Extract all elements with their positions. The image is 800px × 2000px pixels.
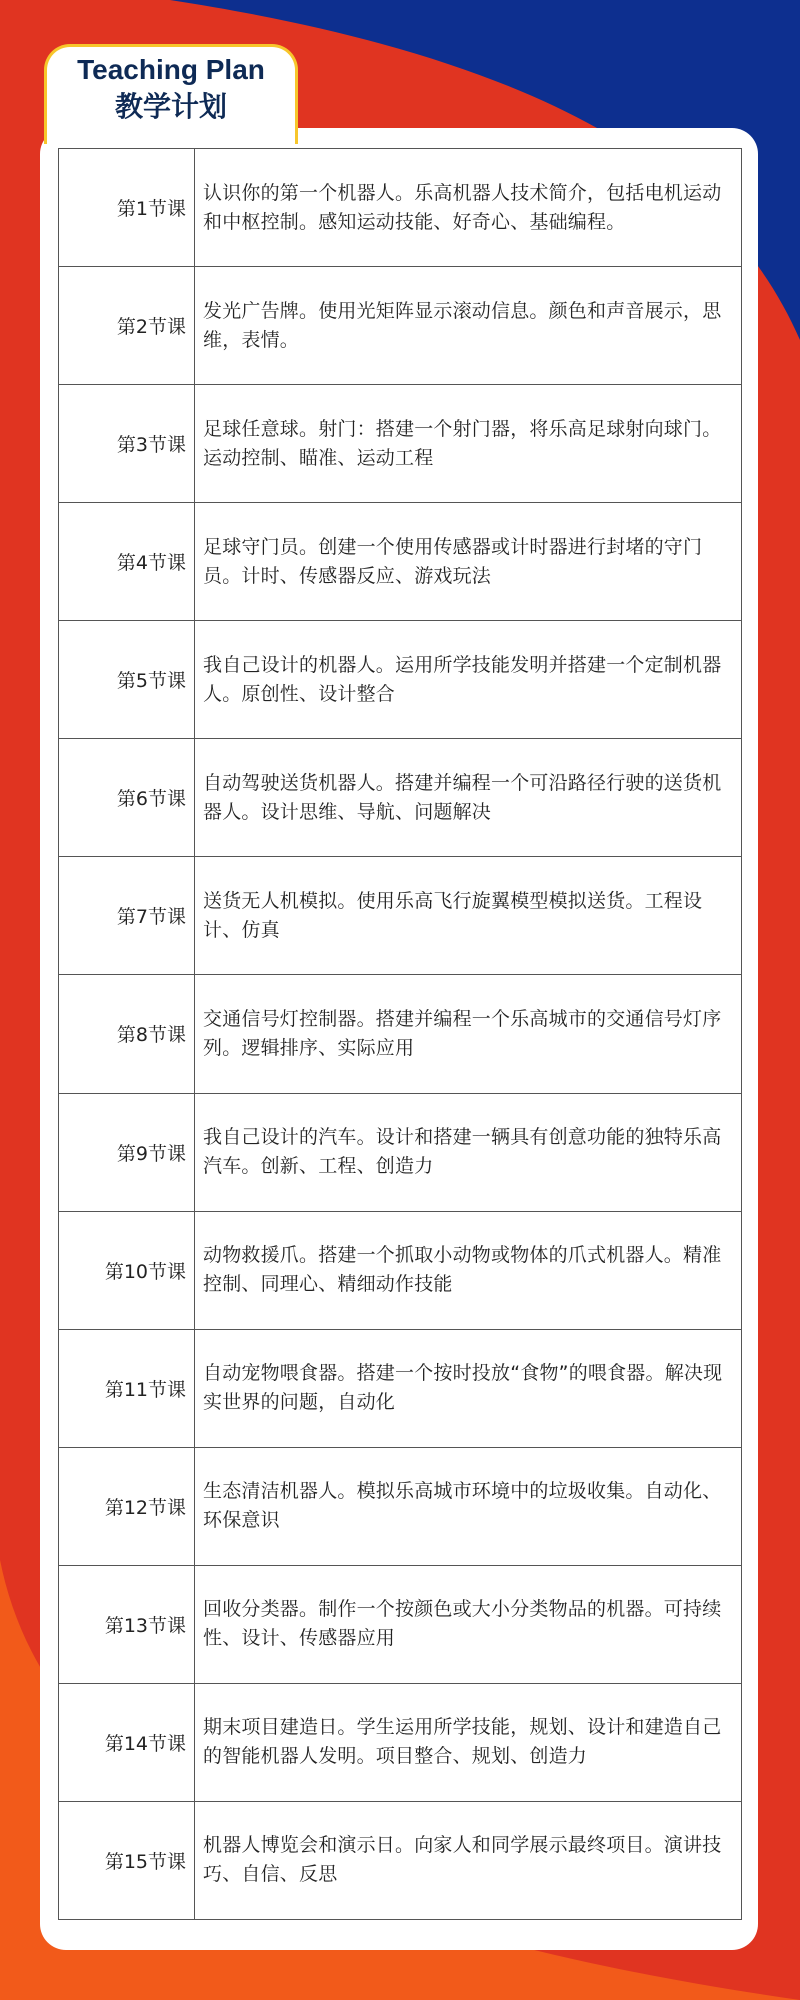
- lesson-number: 第10节课: [59, 1211, 195, 1329]
- lesson-row: [59, 621, 742, 739]
- lesson-number: 第9节课: [59, 1093, 195, 1211]
- page-title-english: Teaching Plan: [77, 54, 265, 85]
- lesson-number: 第1节课: [59, 149, 195, 267]
- lesson-description: 发光广告牌。使用光矩阵显示滚动信息。颜色和声音展示，思维，表情。: [195, 267, 742, 385]
- lesson-number: 第2节课: [59, 267, 195, 385]
- lesson-number: 第15节课: [59, 1801, 195, 1919]
- lesson-description: 自动宠物喂食器。搭建一个按时投放“食物”的喂食器。解决现实世界的问题，自动化: [195, 1329, 742, 1447]
- lesson-row: [59, 1329, 742, 1447]
- teaching-plan-table: [58, 148, 742, 1920]
- lesson-number: 第5节课: [59, 621, 195, 739]
- lesson-number: 第11节课: [59, 1329, 195, 1447]
- lesson-row: [59, 1211, 742, 1329]
- title-tab: [44, 44, 298, 144]
- lesson-row: [59, 1565, 742, 1683]
- lesson-row: [59, 149, 742, 267]
- lesson-description: 期末项目建造日。学生运用所学技能，规划、设计和建造自己的智能机器人发明。项目整合、规划、创造力: [195, 1683, 742, 1801]
- lesson-row: [59, 975, 742, 1093]
- lesson-description: 我自己设计的汽车。设计和搭建一辆具有创意功能的独特乐高汽车。创新、工程、创造力: [195, 1093, 742, 1211]
- lesson-description: 生态清洁机器人。模拟乐高城市环境中的垃圾收集。自动化、环保意识: [195, 1447, 742, 1565]
- lesson-number: 第7节课: [59, 857, 195, 975]
- lesson-description: 动物救援爪。搭建一个抓取小动物或物体的爪式机器人。精准控制、同理心、精细动作技能: [195, 1211, 742, 1329]
- lesson-description: 回收分类器。制作一个按颜色或大小分类物品的机器。可持续性、设计、传感器应用: [195, 1565, 742, 1683]
- lesson-description: 自动驾驶送货机器人。搭建并编程一个可沿路径行驶的送货机器人。设计思维、导航、问题解决: [195, 739, 742, 857]
- lesson-row: [59, 1093, 742, 1211]
- lesson-row: [59, 1447, 742, 1565]
- lesson-description: 足球守门员。创建一个使用传感器或计时器进行封堵的守门员。计时、传感器反应、游戏玩法: [195, 503, 742, 621]
- lesson-description: 我自己设计的机器人。运用所学技能发明并搭建一个定制机器人。原创性、设计整合: [195, 621, 742, 739]
- lesson-description: 送货无人机模拟。使用乐高飞行旋翼模型模拟送货。工程设计、仿真: [195, 857, 742, 975]
- lesson-row: [59, 1683, 742, 1801]
- lesson-row: [59, 267, 742, 385]
- lesson-row: [59, 739, 742, 857]
- lesson-row: [59, 503, 742, 621]
- lesson-row: [59, 1801, 742, 1919]
- lesson-number: 第12节课: [59, 1447, 195, 1565]
- lesson-description: 机器人博览会和演示日。向家人和同学展示最终项目。演讲技巧、自信、反思: [195, 1801, 742, 1919]
- lesson-number: 第14节课: [59, 1683, 195, 1801]
- lesson-description: 足球任意球。射门：搭建一个射门器，将乐高足球射向球门。运动控制、瞄准、运动工程: [195, 385, 742, 503]
- lesson-number: 第8节课: [59, 975, 195, 1093]
- lesson-number: 第4节课: [59, 503, 195, 621]
- lesson-description: 认识你的第一个机器人。乐高机器人技术简介，包括电机运动和中枢控制。感知运动技能、好奇心、基础编程。: [195, 149, 742, 267]
- lesson-row: [59, 857, 742, 975]
- lesson-number: 第3节课: [59, 385, 195, 503]
- lesson-number: 第6节课: [59, 739, 195, 857]
- lesson-row: [59, 385, 742, 503]
- lesson-description: 交通信号灯控制器。搭建并编程一个乐高城市的交通信号灯序列。逻辑排序、实际应用: [195, 975, 742, 1093]
- lesson-number: 第13节课: [59, 1565, 195, 1683]
- page-title-chinese: 教学计划: [114, 90, 227, 123]
